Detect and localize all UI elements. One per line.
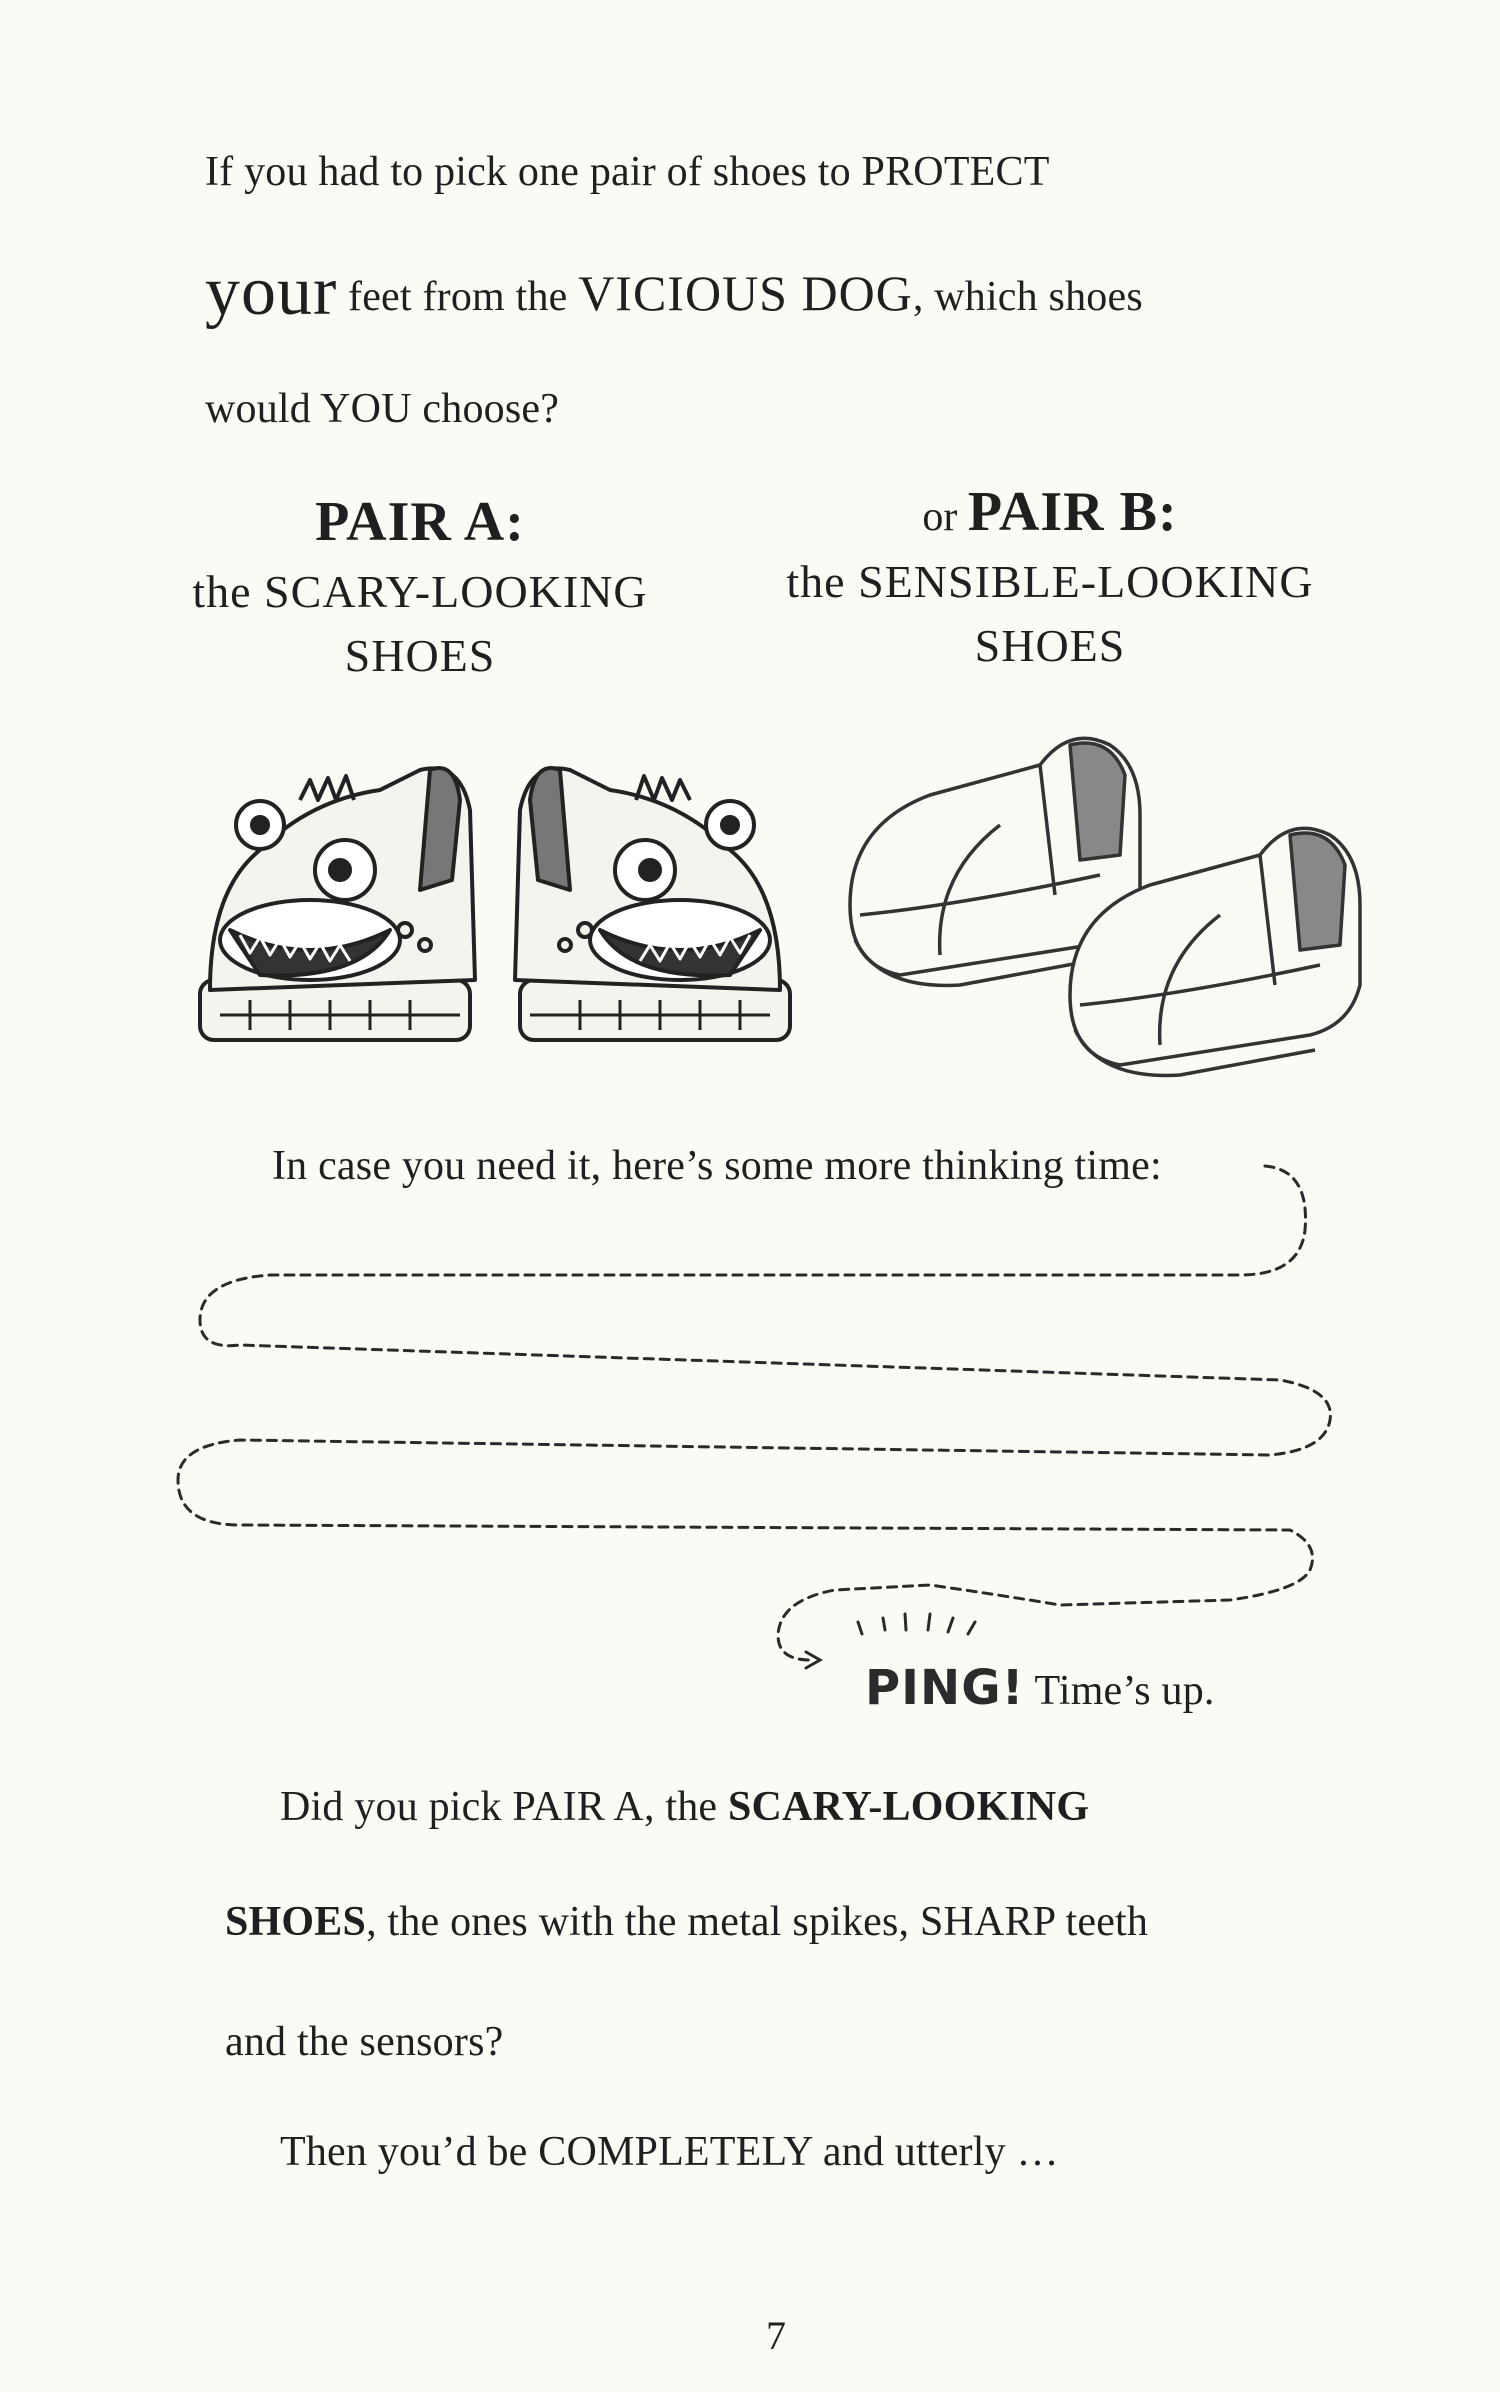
intro-line-3: would YOU choose? (205, 386, 560, 432)
pair-a-line-1: the SCARY-LOOKING (192, 566, 648, 617)
your-emphasis: your (205, 253, 338, 330)
outcome-line-2: SHOES, the ones with the metal spikes, SHARP teeth (225, 1899, 1149, 1945)
pair-b-line-2: SHOES (974, 620, 1126, 671)
pair-b-or: or (922, 494, 968, 540)
pair-b-line-1: the SENSIBLE-LOOKING (786, 556, 1314, 607)
thinking-time-text: In case you need it, here’s some more thinking time: (272, 1143, 1162, 1189)
outcome-line-4: Then you’d be COMPLETELY and utterly … (280, 2129, 1059, 2175)
pair-a-line-2: SHOES (344, 630, 496, 681)
page-number: 7 (766, 2313, 786, 2358)
ping-burst-icon (858, 1614, 975, 1634)
outcome-line-3: and the sensors? (225, 2019, 504, 2065)
outcome-line-1: Did you pick PAIR A, the SCARY-LOOKING (280, 1784, 1090, 1830)
ping-exclamation: PING! (865, 1660, 1025, 1716)
intro-line-1: If you had to pick one pair of shoes to PROTECT (205, 149, 1050, 195)
pair-a-heading: PAIR A: (315, 491, 525, 553)
times-up-line: PING! Time’s up. (865, 1660, 1215, 1716)
vicious-dog-emphasis: VICIOUS DOG (578, 265, 913, 321)
pair-b-heading: PAIR B: (967, 481, 1178, 543)
intro-line-2: your feet from the VICIOUS DOG, which shoes (205, 253, 1143, 330)
